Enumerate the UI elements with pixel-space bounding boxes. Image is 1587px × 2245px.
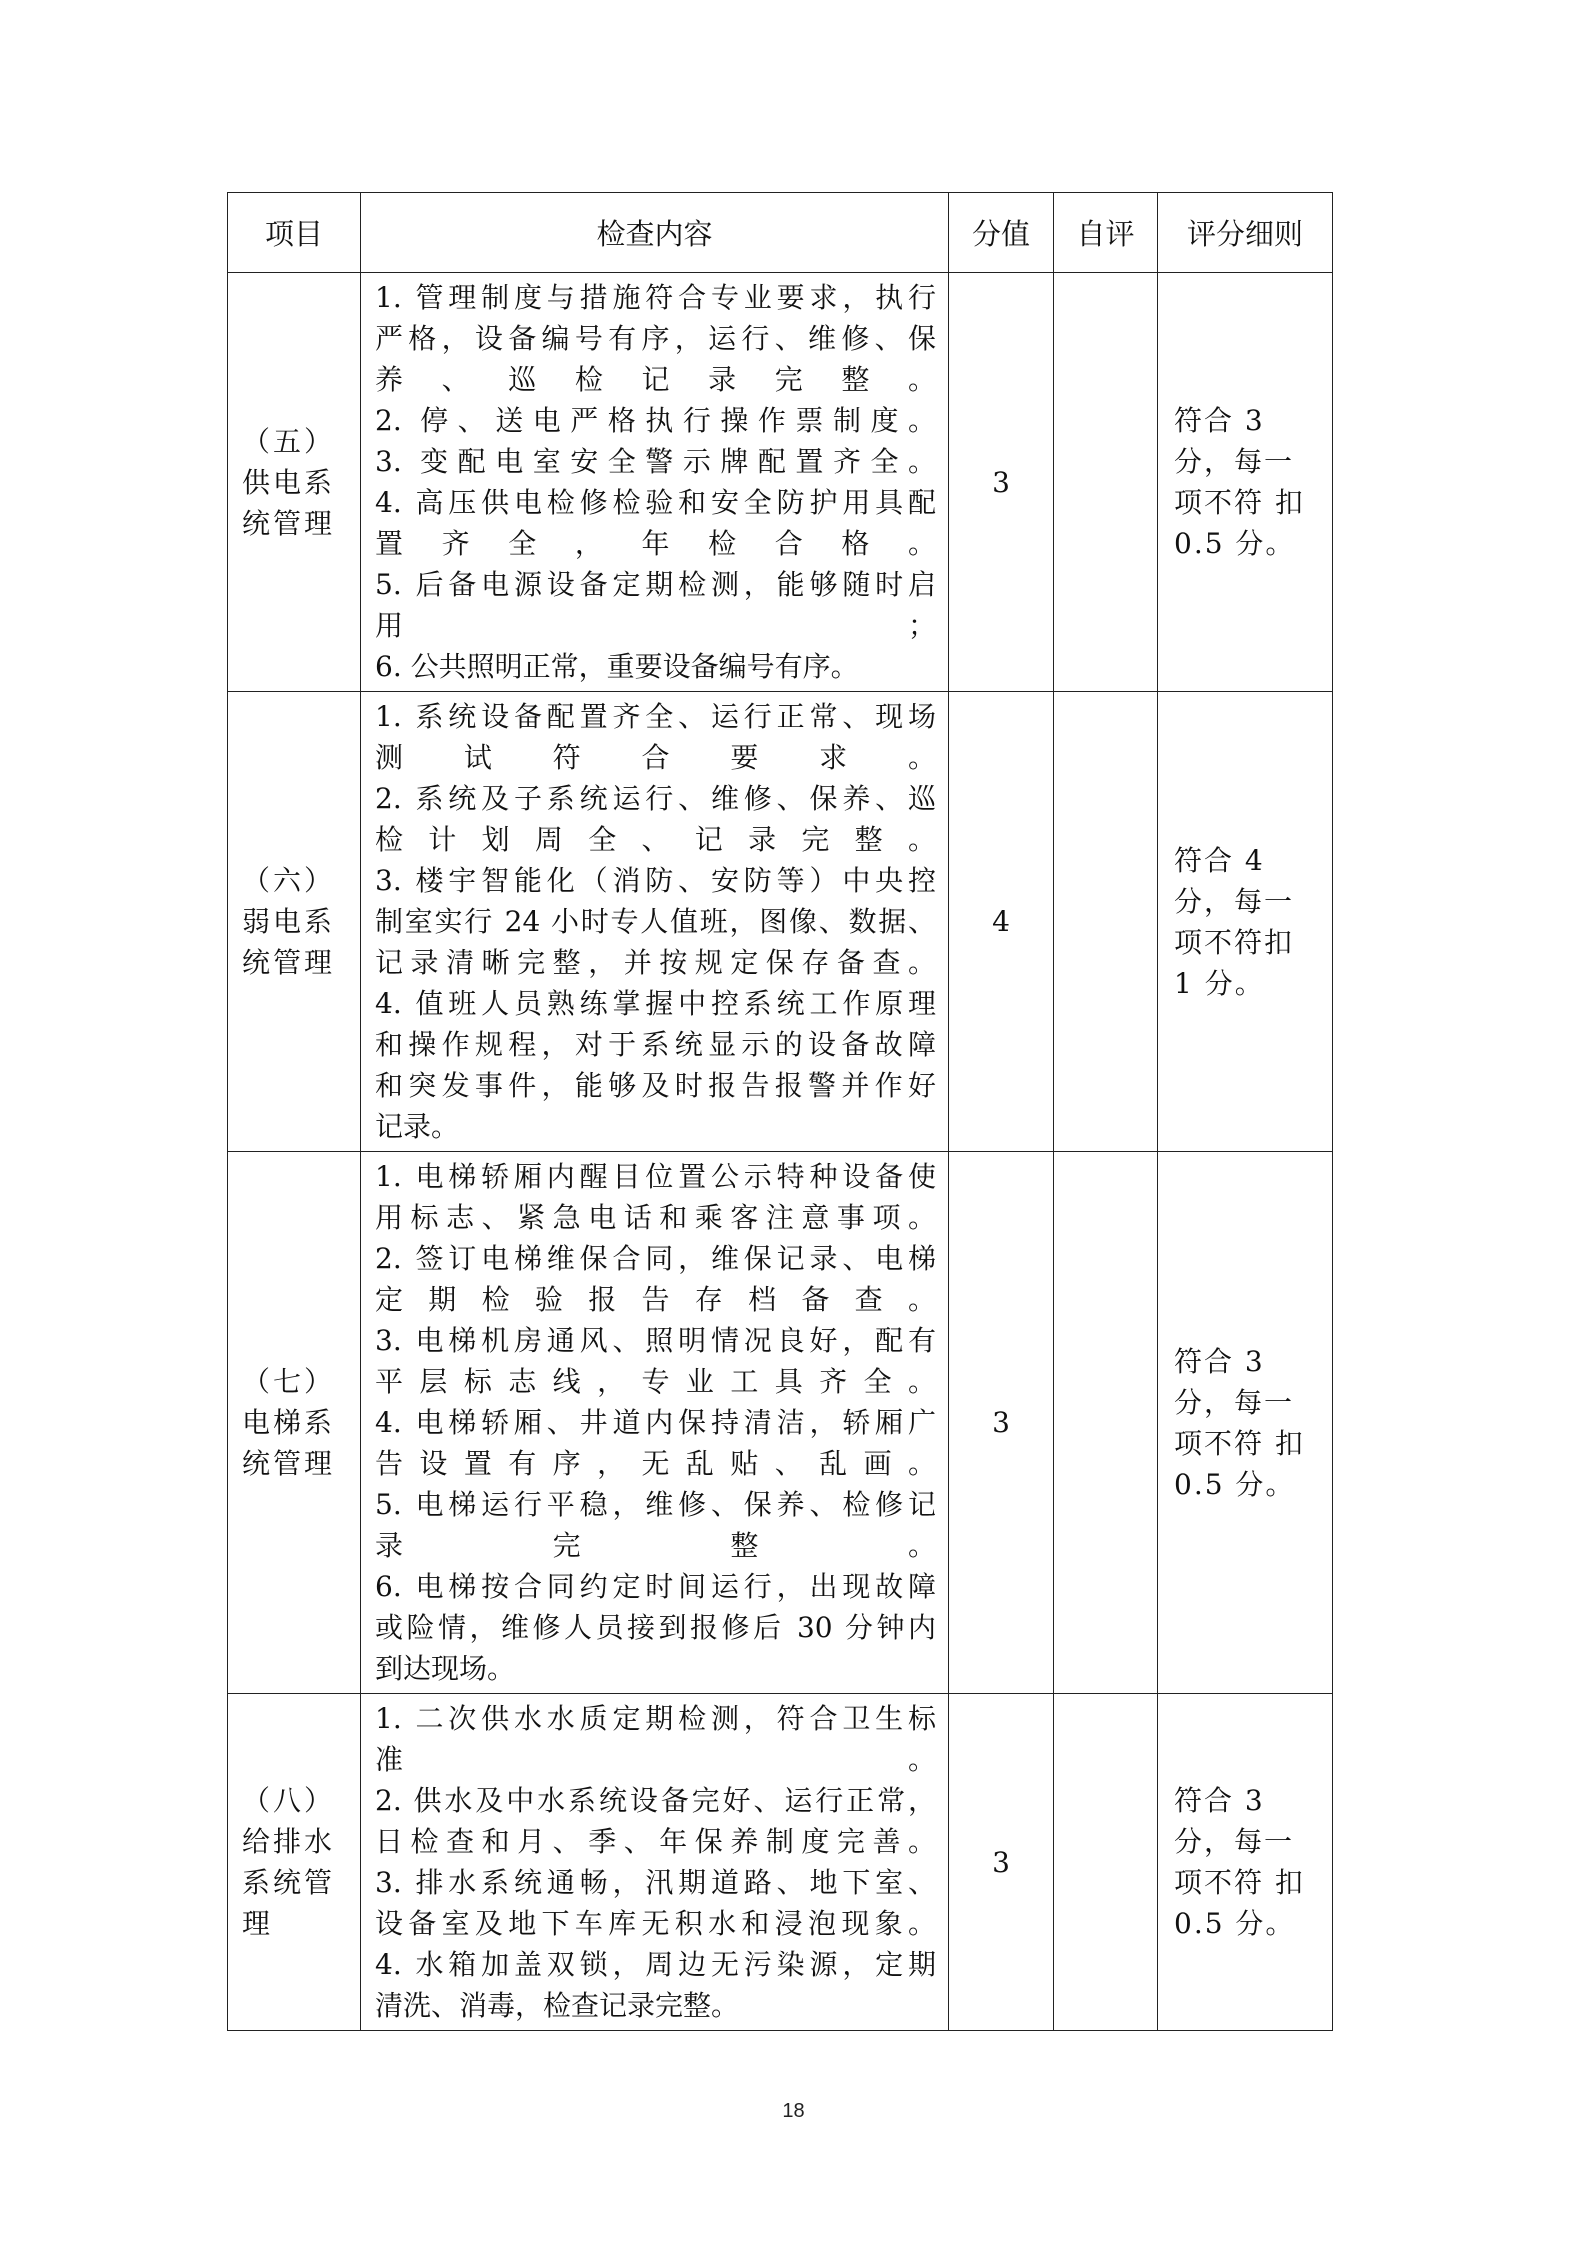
content-line: 测试符合要求。	[375, 741, 936, 774]
content-line: 和突发事件，能够及时报告报警并作好	[375, 1069, 936, 1102]
row-self-eval[interactable]	[1054, 1694, 1158, 2031]
row-check-content	[361, 1152, 949, 1694]
page-number: 18	[782, 2100, 805, 2122]
content-line: 5. 后备电源设备定期检测，能够随时启	[375, 568, 936, 601]
content-line: 到达现场。	[375, 1652, 516, 1685]
row-score: 3	[949, 1694, 1054, 2031]
content-line: 2. 系统及子系统运行、维修、保养、巡	[375, 782, 936, 815]
row-item-label: （八）给排水系统管理	[228, 1694, 361, 2031]
content-line: 平层标志线，专业工具齐全。	[375, 1365, 936, 1398]
content-line: 4. 电梯轿厢、井道内保持清洁，轿厢广	[375, 1406, 936, 1439]
content-line: 定期检验报告存档备查。	[375, 1283, 936, 1316]
content-line: 清洗、消毒，检查记录完整。	[375, 1989, 740, 2022]
content-line: 1. 管理制度与措施符合专业要求，执行	[375, 281, 936, 314]
evaluation-table	[227, 192, 1333, 2031]
content-line: 用标志、紧急电话和乘客注意事项。	[375, 1201, 936, 1234]
content-line: 严格，设备编号有序，运行、维修、保	[375, 322, 936, 355]
content-line: 3. 电梯机房通风、照明情况良好，配有	[375, 1324, 936, 1357]
content-line: 制室实行 24 小时专人值班，图像、数据、	[375, 905, 936, 938]
table-header-row	[228, 193, 1333, 273]
row-scoring-rule: 符合 4 分，每一项不符扣 1 分。	[1158, 692, 1333, 1152]
table-row	[228, 1152, 1333, 1694]
header-item: 项目	[228, 193, 361, 273]
content-line: 告设置有序，无乱贴、乱画。	[375, 1447, 936, 1480]
content-line: 4. 值班人员熟练掌握中控系统工作原理	[375, 987, 936, 1020]
row-scoring-rule: 符合 3 分，每一项不符 扣 0.5 分。	[1158, 1152, 1333, 1694]
content-line: 4. 高压供电检修检验和安全防护用具配	[375, 486, 936, 519]
row-score: 3	[949, 1152, 1054, 1694]
row-item-label: （五）供电系统管理	[228, 273, 361, 692]
content-line: 2. 供水及中水系统设备完好、运行正常，	[375, 1784, 936, 1817]
row-score: 4	[949, 692, 1054, 1152]
row-check-content	[361, 1694, 949, 2031]
content-line: 录完整。	[375, 1529, 936, 1562]
content-line: 记录。	[375, 1110, 460, 1143]
content-line: 3. 变配电室安全警示牌配置齐全。	[375, 445, 936, 478]
content-line: 2. 签订电梯维保合同，维保记录、电梯	[375, 1242, 936, 1275]
row-check-content	[361, 692, 949, 1152]
row-self-eval[interactable]	[1054, 273, 1158, 692]
content-line: 记录清晰完整，并按规定保存备查。	[375, 946, 936, 979]
content-line: 设备室及地下车库无积水和浸泡现象。	[375, 1907, 936, 1940]
content-line: 3. 排水系统通畅，汛期道路、地下室、	[375, 1866, 936, 1899]
header-score: 分值	[949, 193, 1054, 273]
content-line: 养、巡检记录完整。	[375, 363, 936, 396]
content-line: 或险情，维修人员接到报修后 30 分钟内	[375, 1611, 936, 1644]
content-line: 置齐全，年检合格。	[375, 527, 936, 560]
table-row	[228, 692, 1333, 1152]
table-body	[228, 273, 1333, 2031]
content-line: 准。	[375, 1743, 936, 1776]
content-line: 用；	[375, 609, 936, 642]
content-line: 1. 系统设备配置齐全、运行正常、现场	[375, 700, 936, 733]
content-line: 5. 电梯运行平稳，维修、保养、检修记	[375, 1488, 936, 1521]
content-line: 1. 电梯轿厢内醒目位置公示特种设备使	[375, 1160, 936, 1193]
row-check-content	[361, 273, 949, 692]
header-content: 检查内容	[361, 193, 949, 273]
content-line: 2. 停、送电严格执行操作票制度。	[375, 404, 936, 437]
table-row	[228, 273, 1333, 692]
content-line: 3. 楼宇智能化（消防、安防等）中央控	[375, 864, 936, 897]
header-rule: 评分细则	[1158, 193, 1333, 273]
row-scoring-rule: 符合 3 分，每一项不符 扣 0.5 分。	[1158, 273, 1333, 692]
content-line: 1. 二次供水水质定期检测，符合卫生标	[375, 1702, 936, 1735]
table-row	[228, 1694, 1333, 2031]
content-line: 检计划周全、记录完整。	[375, 823, 936, 856]
content-line: 6. 电梯按合同约定时间运行，出现故障	[375, 1570, 936, 1603]
row-item-label: （七）电梯系统管理	[228, 1152, 361, 1694]
header-self-eval: 自评	[1054, 193, 1158, 273]
content-line: 4. 水箱加盖双锁，周边无污染源，定期	[375, 1948, 936, 1981]
row-score: 3	[949, 273, 1054, 692]
content-line: 日检查和月、季、年保养制度完善。	[375, 1825, 936, 1858]
content-line: 和操作规程，对于系统显示的设备故障	[375, 1028, 936, 1061]
row-self-eval[interactable]	[1054, 692, 1158, 1152]
row-scoring-rule: 符合 3 分，每一项不符 扣 0.5 分。	[1158, 1694, 1333, 2031]
row-item-label: （六）弱电系统管理	[228, 692, 361, 1152]
row-self-eval[interactable]	[1054, 1152, 1158, 1694]
content-line: 6. 公共照明正常，重要设备编号有序。	[375, 650, 859, 683]
